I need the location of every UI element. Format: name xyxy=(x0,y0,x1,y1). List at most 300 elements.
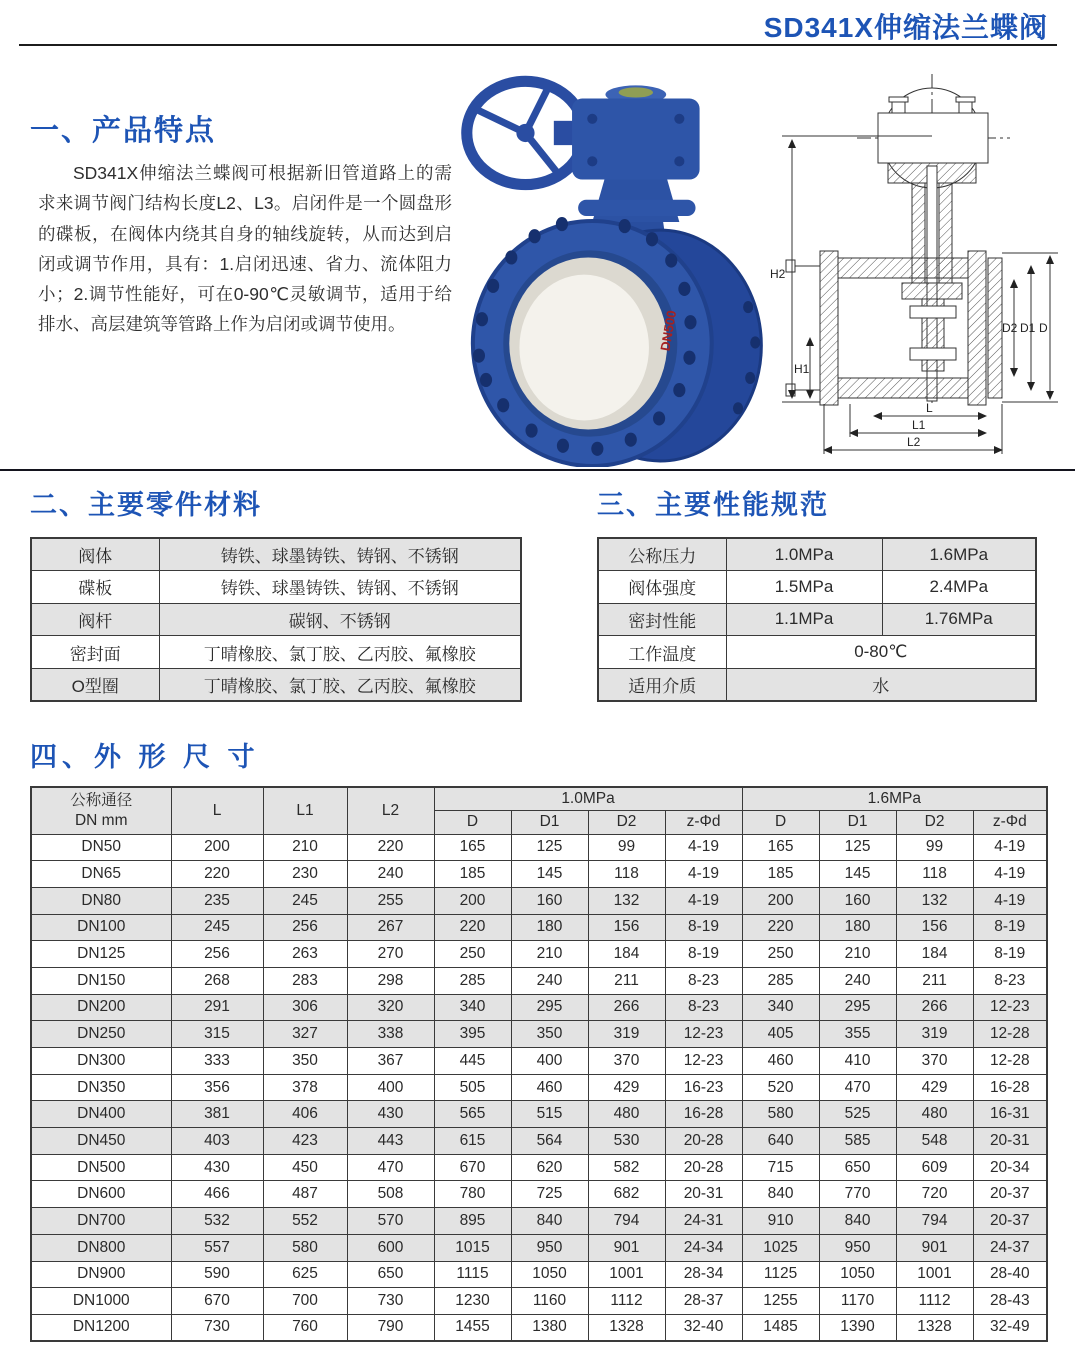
dimension-dn: DN65 xyxy=(31,861,171,888)
dimension-value: 8-23 xyxy=(973,967,1047,994)
dimension-dn: DN450 xyxy=(31,1128,171,1155)
valve-size-label: DN500 xyxy=(657,309,680,353)
dimension-value: 840 xyxy=(511,1208,588,1235)
dimension-value: 950 xyxy=(819,1234,896,1261)
dimension-dn: DN700 xyxy=(31,1208,171,1235)
dimension-value: 32-49 xyxy=(973,1314,1047,1341)
dimension-value: 266 xyxy=(896,994,973,1021)
dimension-value: 381 xyxy=(171,1101,263,1128)
dimension-value: 200 xyxy=(742,887,819,914)
dimension-value: 406 xyxy=(263,1101,347,1128)
dimension-value: 532 xyxy=(171,1208,263,1235)
dimension-row xyxy=(31,887,1047,914)
group-header-16mpa: 1.6MPa xyxy=(742,787,1047,811)
section2-heading: 二、主要零件材料 xyxy=(30,490,262,520)
dimension-value: 230 xyxy=(263,861,347,888)
performance-table xyxy=(597,537,1037,702)
dimension-value: 410 xyxy=(819,1048,896,1075)
performance-table-body xyxy=(598,538,1036,701)
material-value: 丁晴橡胶、氯丁胶、乙丙胶、氟橡胶 xyxy=(159,668,521,701)
dimension-value: 1115 xyxy=(434,1261,511,1288)
dimension-value: 1328 xyxy=(588,1314,665,1341)
dimension-value: 1025 xyxy=(742,1234,819,1261)
dimension-dn: DN500 xyxy=(31,1154,171,1181)
materials-table-body xyxy=(31,538,521,701)
material-part: 密封面 xyxy=(31,636,159,669)
dimension-value: 24-31 xyxy=(665,1208,742,1235)
dimension-dn: DN50 xyxy=(31,834,171,861)
dimension-value: 125 xyxy=(819,834,896,861)
dimension-value: 430 xyxy=(171,1154,263,1181)
dimension-dn: DN600 xyxy=(31,1181,171,1208)
dimension-value: 165 xyxy=(434,834,511,861)
dimension-value: 340 xyxy=(434,994,511,1021)
dimension-value: 320 xyxy=(347,994,434,1021)
performance-item: 密封性能 xyxy=(598,603,726,636)
dim-l1-label: L1 xyxy=(912,418,926,432)
dimension-value: 180 xyxy=(819,914,896,941)
dimension-value: 840 xyxy=(819,1208,896,1235)
sub-header-d: D xyxy=(742,811,819,835)
dimension-value: 370 xyxy=(896,1048,973,1075)
dimension-row xyxy=(31,1314,1047,1341)
dimension-value: 220 xyxy=(171,861,263,888)
product-photo xyxy=(452,52,767,467)
dimension-value: 580 xyxy=(263,1234,347,1261)
dimension-dn: DN1200 xyxy=(31,1314,171,1341)
dimension-value: 400 xyxy=(347,1074,434,1101)
dimension-value: 180 xyxy=(511,914,588,941)
dimension-row xyxy=(31,1154,1047,1181)
dimension-value: 1170 xyxy=(819,1288,896,1315)
dimension-value: 1390 xyxy=(819,1314,896,1341)
dimension-value: 565 xyxy=(434,1101,511,1128)
col-header-dn-line2: DN mm xyxy=(74,811,128,829)
dimension-value: 1001 xyxy=(896,1261,973,1288)
dimension-value: 210 xyxy=(263,834,347,861)
dimension-value: 487 xyxy=(263,1181,347,1208)
dimension-value: 367 xyxy=(347,1048,434,1075)
dimension-value: 20-31 xyxy=(665,1181,742,1208)
dimension-value: 794 xyxy=(588,1208,665,1235)
dimension-value: 240 xyxy=(347,861,434,888)
dimension-value: 319 xyxy=(588,1021,665,1048)
dimension-value: 1485 xyxy=(742,1314,819,1341)
section1-heading: 一、产品特点 xyxy=(30,115,217,147)
dimension-value: 700 xyxy=(263,1288,347,1315)
dimension-value: 480 xyxy=(588,1101,665,1128)
dimension-value: 20-28 xyxy=(665,1128,742,1155)
dimension-value: 185 xyxy=(434,861,511,888)
dimension-value: 625 xyxy=(263,1261,347,1288)
performance-value-16mpa: 1.76MPa xyxy=(882,603,1036,636)
performance-value-10mpa: 1.1MPa xyxy=(726,603,882,636)
dimensions-table-body xyxy=(31,834,1047,1341)
performance-value-16mpa: 1.6MPa xyxy=(882,538,1036,571)
material-part: 碟板 xyxy=(31,571,159,604)
dimension-value: 12-23 xyxy=(665,1048,742,1075)
dimension-value: 8-19 xyxy=(665,941,742,968)
dimension-value: 615 xyxy=(434,1128,511,1155)
dimension-value: 32-40 xyxy=(665,1314,742,1341)
dimension-value: 600 xyxy=(347,1234,434,1261)
material-value: 碳钢、不锈钢 xyxy=(159,603,521,636)
dim-d-label: D xyxy=(1039,321,1048,335)
dimension-value: 650 xyxy=(819,1154,896,1181)
dimension-value: 255 xyxy=(347,887,434,914)
dimension-value: 515 xyxy=(511,1101,588,1128)
dimension-value: 270 xyxy=(347,941,434,968)
dimension-value: 505 xyxy=(434,1074,511,1101)
dimension-value: 266 xyxy=(588,994,665,1021)
dimension-value: 200 xyxy=(171,834,263,861)
dimension-value: 405 xyxy=(742,1021,819,1048)
dimension-value: 12-28 xyxy=(973,1048,1047,1075)
dimension-value: 8-23 xyxy=(665,967,742,994)
material-part: 阀杆 xyxy=(31,603,159,636)
dimension-value: 118 xyxy=(896,861,973,888)
dimension-value: 210 xyxy=(819,941,896,968)
dimension-value: 370 xyxy=(588,1048,665,1075)
dimension-value: 20-37 xyxy=(973,1208,1047,1235)
dimension-value: 895 xyxy=(434,1208,511,1235)
dimension-value: 295 xyxy=(819,994,896,1021)
dimension-value: 268 xyxy=(171,967,263,994)
page-title: SD341X伸缩法兰蝶阀 xyxy=(763,12,1048,43)
dimension-value: 99 xyxy=(896,834,973,861)
dimension-row xyxy=(31,1048,1047,1075)
technical-drawing xyxy=(762,68,1070,463)
dimension-value: 1112 xyxy=(896,1288,973,1315)
dimension-row xyxy=(31,1208,1047,1235)
dimension-value: 480 xyxy=(896,1101,973,1128)
dimension-dn: DN250 xyxy=(31,1021,171,1048)
dimension-value: 156 xyxy=(896,914,973,941)
dimension-value: 650 xyxy=(347,1261,434,1288)
dimension-row xyxy=(31,967,1047,994)
dimension-value: 4-19 xyxy=(665,834,742,861)
group-header-10mpa: 1.0MPa xyxy=(434,787,742,811)
dimension-value: 125 xyxy=(511,834,588,861)
sub-header-d2: D2 xyxy=(896,811,973,835)
dimension-value: 285 xyxy=(742,967,819,994)
dimension-row xyxy=(31,1074,1047,1101)
dimension-value: 338 xyxy=(347,1021,434,1048)
dimension-value: 20-31 xyxy=(973,1128,1047,1155)
sub-header-d: D xyxy=(434,811,511,835)
dimension-value: 1380 xyxy=(511,1314,588,1341)
material-value: 铸铁、球墨铸铁、铸钢、不锈钢 xyxy=(159,571,521,604)
performance-row xyxy=(598,571,1036,604)
col-header-l: L xyxy=(171,787,263,834)
dimension-value: 450 xyxy=(263,1154,347,1181)
dimension-value: 715 xyxy=(742,1154,819,1181)
dimension-value: 20-28 xyxy=(665,1154,742,1181)
dimension-value: 460 xyxy=(742,1048,819,1075)
dimension-row xyxy=(31,941,1047,968)
dimension-value: 245 xyxy=(263,887,347,914)
performance-row xyxy=(598,603,1036,636)
dimension-row xyxy=(31,1128,1047,1155)
dimension-value: 16-28 xyxy=(973,1074,1047,1101)
dimension-value: 295 xyxy=(511,994,588,1021)
dimension-value: 184 xyxy=(896,941,973,968)
dimension-dn: DN300 xyxy=(31,1048,171,1075)
dimension-value: 4-19 xyxy=(665,887,742,914)
materials-row xyxy=(31,668,521,701)
dimension-value: 1050 xyxy=(511,1261,588,1288)
dimension-row xyxy=(31,914,1047,941)
dimension-row xyxy=(31,1234,1047,1261)
dimension-value: 132 xyxy=(588,887,665,914)
dimension-value: 220 xyxy=(347,834,434,861)
dimension-value: 620 xyxy=(511,1154,588,1181)
dimension-value: 118 xyxy=(588,861,665,888)
dimension-value: 730 xyxy=(347,1288,434,1315)
dimension-value: 8-19 xyxy=(665,914,742,941)
dimension-value: 552 xyxy=(263,1208,347,1235)
dimension-value: 8-23 xyxy=(665,994,742,1021)
dimension-value: 145 xyxy=(819,861,896,888)
dimension-value: 28-43 xyxy=(973,1288,1047,1315)
dimension-value: 356 xyxy=(171,1074,263,1101)
col-header-dn xyxy=(31,787,171,834)
dimension-value: 1050 xyxy=(819,1261,896,1288)
section-divider xyxy=(0,469,1075,471)
performance-value-16mpa: 2.4MPa xyxy=(882,571,1036,604)
performance-value: 0-80℃ xyxy=(726,636,1036,669)
dimension-value: 582 xyxy=(588,1154,665,1181)
material-part: O型圈 xyxy=(31,668,159,701)
performance-item: 工作温度 xyxy=(598,636,726,669)
dimension-value: 770 xyxy=(819,1181,896,1208)
dimension-value: 780 xyxy=(434,1181,511,1208)
dimension-value: 378 xyxy=(263,1074,347,1101)
dimension-value: 333 xyxy=(171,1048,263,1075)
dimension-value: 240 xyxy=(819,967,896,994)
dimension-value: 240 xyxy=(511,967,588,994)
section4-heading: 四、外 形 尺 寸 xyxy=(30,742,260,772)
dimension-value: 400 xyxy=(511,1048,588,1075)
dimension-value: 12-28 xyxy=(973,1021,1047,1048)
dimension-value: 12-23 xyxy=(973,994,1047,1021)
col-header-l1: L1 xyxy=(263,787,347,834)
section3-heading: 三、主要性能规范 xyxy=(597,490,829,520)
dimension-value: 670 xyxy=(171,1288,263,1315)
dimension-row xyxy=(31,834,1047,861)
dimension-row xyxy=(31,1288,1047,1315)
material-part: 阀体 xyxy=(31,538,159,571)
dimension-value: 220 xyxy=(742,914,819,941)
dimension-value: 4-19 xyxy=(973,834,1047,861)
performance-item: 适用介质 xyxy=(598,668,726,701)
dim-d1-label: D1 xyxy=(1020,321,1036,335)
dimension-value: 285 xyxy=(434,967,511,994)
dimension-value: 460 xyxy=(511,1074,588,1101)
dimension-value: 445 xyxy=(434,1048,511,1075)
dimension-dn: DN80 xyxy=(31,887,171,914)
dim-h1-label: H1 xyxy=(794,362,810,376)
dimension-value: 267 xyxy=(347,914,434,941)
dimension-value: 16-23 xyxy=(665,1074,742,1101)
dimension-value: 210 xyxy=(511,941,588,968)
dimension-value: 245 xyxy=(171,914,263,941)
dimension-value: 950 xyxy=(511,1234,588,1261)
dimension-value: 640 xyxy=(742,1128,819,1155)
dimension-value: 1015 xyxy=(434,1234,511,1261)
dimension-value: 1255 xyxy=(742,1288,819,1315)
dimension-value: 590 xyxy=(171,1261,263,1288)
dimension-value: 235 xyxy=(171,887,263,914)
materials-table xyxy=(30,537,522,702)
dimension-value: 1112 xyxy=(588,1288,665,1315)
performance-value-10mpa: 1.5MPa xyxy=(726,571,882,604)
dimension-value: 16-28 xyxy=(665,1101,742,1128)
dimension-value: 443 xyxy=(347,1128,434,1155)
dim-d2-label: D2 xyxy=(1002,321,1018,335)
dimension-value: 28-34 xyxy=(665,1261,742,1288)
dimension-value: 395 xyxy=(434,1021,511,1048)
performance-row xyxy=(598,636,1036,669)
dimension-value: 8-19 xyxy=(973,941,1047,968)
dimension-value: 429 xyxy=(896,1074,973,1101)
dimension-value: 910 xyxy=(742,1208,819,1235)
dimension-value: 283 xyxy=(263,967,347,994)
dimension-dn: DN200 xyxy=(31,994,171,1021)
dimension-value: 670 xyxy=(434,1154,511,1181)
dimension-value: 160 xyxy=(819,887,896,914)
dimension-value: 840 xyxy=(742,1181,819,1208)
dimension-value: 430 xyxy=(347,1101,434,1128)
dimension-value: 99 xyxy=(588,834,665,861)
dimension-dn: DN350 xyxy=(31,1074,171,1101)
materials-row xyxy=(31,636,521,669)
dimension-value: 256 xyxy=(263,914,347,941)
dimension-value: 20-34 xyxy=(973,1154,1047,1181)
dimension-value: 530 xyxy=(588,1128,665,1155)
dimension-value: 220 xyxy=(434,914,511,941)
materials-row xyxy=(31,538,521,571)
dimension-value: 211 xyxy=(588,967,665,994)
dimension-value: 790 xyxy=(347,1314,434,1341)
sub-header-d1: D1 xyxy=(819,811,896,835)
dimension-dn: DN1000 xyxy=(31,1288,171,1315)
dimension-value: 132 xyxy=(896,887,973,914)
materials-row xyxy=(31,571,521,604)
dimension-dn: DN400 xyxy=(31,1101,171,1128)
dimension-value: 165 xyxy=(742,834,819,861)
dimension-dn: DN800 xyxy=(31,1234,171,1261)
dimension-value: 1001 xyxy=(588,1261,665,1288)
dimension-value: 682 xyxy=(588,1181,665,1208)
product-description: SD341X伸缩法兰蝶阀可根据新旧管道路上的需求来调节阀门结构长度L2、L3。启闭件是一个圆盘形的碟板，在阀体内绕其自身的轴线旋转，从而达到启闭或调节作用，具有：1.启闭迅速、省力、流体阻力小；2.调节性能好，可在0-90℃灵敏调节，适用于给排水、高层建筑等管路上作为启闭或调节使用。 xyxy=(38,163,452,335)
performance-row xyxy=(598,538,1036,571)
dimension-dn: DN100 xyxy=(31,914,171,941)
col-header-l2: L2 xyxy=(347,787,434,834)
dimension-row xyxy=(31,861,1047,888)
dimension-value: 1160 xyxy=(511,1288,588,1315)
dimension-value: 306 xyxy=(263,994,347,1021)
dimension-value: 250 xyxy=(742,941,819,968)
dimension-value: 470 xyxy=(819,1074,896,1101)
dimension-value: 327 xyxy=(263,1021,347,1048)
sub-header-d2: D2 xyxy=(588,811,665,835)
dimension-value: 725 xyxy=(511,1181,588,1208)
dimension-value: 24-37 xyxy=(973,1234,1047,1261)
dimension-value: 403 xyxy=(171,1128,263,1155)
dimension-value: 184 xyxy=(588,941,665,968)
dimension-value: 315 xyxy=(171,1021,263,1048)
dimension-value: 211 xyxy=(896,967,973,994)
dimension-value: 4-19 xyxy=(665,861,742,888)
dimension-value: 340 xyxy=(742,994,819,1021)
dimension-dn: DN125 xyxy=(31,941,171,968)
dimension-value: 429 xyxy=(588,1074,665,1101)
dimension-value: 263 xyxy=(263,941,347,968)
dimension-dn: DN150 xyxy=(31,967,171,994)
dimension-value: 319 xyxy=(896,1021,973,1048)
dimensions-table xyxy=(30,786,1048,1342)
dimension-value: 250 xyxy=(434,941,511,968)
dimension-value: 1125 xyxy=(742,1261,819,1288)
dimension-value: 4-19 xyxy=(973,861,1047,888)
header-rule xyxy=(19,44,1057,46)
dimension-value: 548 xyxy=(896,1128,973,1155)
dimension-value: 16-31 xyxy=(973,1101,1047,1128)
performance-value: 水 xyxy=(726,668,1036,701)
material-value: 丁晴橡胶、氯丁胶、乙丙胶、氟橡胶 xyxy=(159,636,521,669)
dimension-value: 570 xyxy=(347,1208,434,1235)
dimension-value: 1328 xyxy=(896,1314,973,1341)
dimension-value: 901 xyxy=(588,1234,665,1261)
performance-row xyxy=(598,668,1036,701)
dimension-value: 520 xyxy=(742,1074,819,1101)
dimension-value: 185 xyxy=(742,861,819,888)
dimension-value: 580 xyxy=(742,1101,819,1128)
dimension-value: 508 xyxy=(347,1181,434,1208)
dimension-value: 4-19 xyxy=(973,887,1047,914)
dimension-row xyxy=(31,1181,1047,1208)
material-value: 铸铁、球墨铸铁、铸钢、不锈钢 xyxy=(159,538,521,571)
dim-l2-label: L2 xyxy=(907,435,921,449)
dimension-value: 525 xyxy=(819,1101,896,1128)
dimension-row xyxy=(31,1101,1047,1128)
dimension-value: 8-19 xyxy=(973,914,1047,941)
dimension-value: 145 xyxy=(511,861,588,888)
dimension-value: 609 xyxy=(896,1154,973,1181)
performance-item: 阀体强度 xyxy=(598,571,726,604)
dimension-dn: DN900 xyxy=(31,1261,171,1288)
dimension-value: 12-23 xyxy=(665,1021,742,1048)
dimension-value: 24-34 xyxy=(665,1234,742,1261)
dimension-value: 298 xyxy=(347,967,434,994)
dimension-value: 28-40 xyxy=(973,1261,1047,1288)
dimension-value: 564 xyxy=(511,1128,588,1155)
dimension-value: 1455 xyxy=(434,1314,511,1341)
dimension-value: 200 xyxy=(434,887,511,914)
performance-item: 公称压力 xyxy=(598,538,726,571)
dimension-value: 28-37 xyxy=(665,1288,742,1315)
materials-row xyxy=(31,603,521,636)
dimension-value: 557 xyxy=(171,1234,263,1261)
dimension-value: 423 xyxy=(263,1128,347,1155)
dimension-value: 470 xyxy=(347,1154,434,1181)
dimension-value: 20-37 xyxy=(973,1181,1047,1208)
dimension-value: 760 xyxy=(263,1314,347,1341)
dimension-value: 901 xyxy=(896,1234,973,1261)
dim-h2-label: H2 xyxy=(770,267,786,281)
dimension-value: 350 xyxy=(263,1048,347,1075)
